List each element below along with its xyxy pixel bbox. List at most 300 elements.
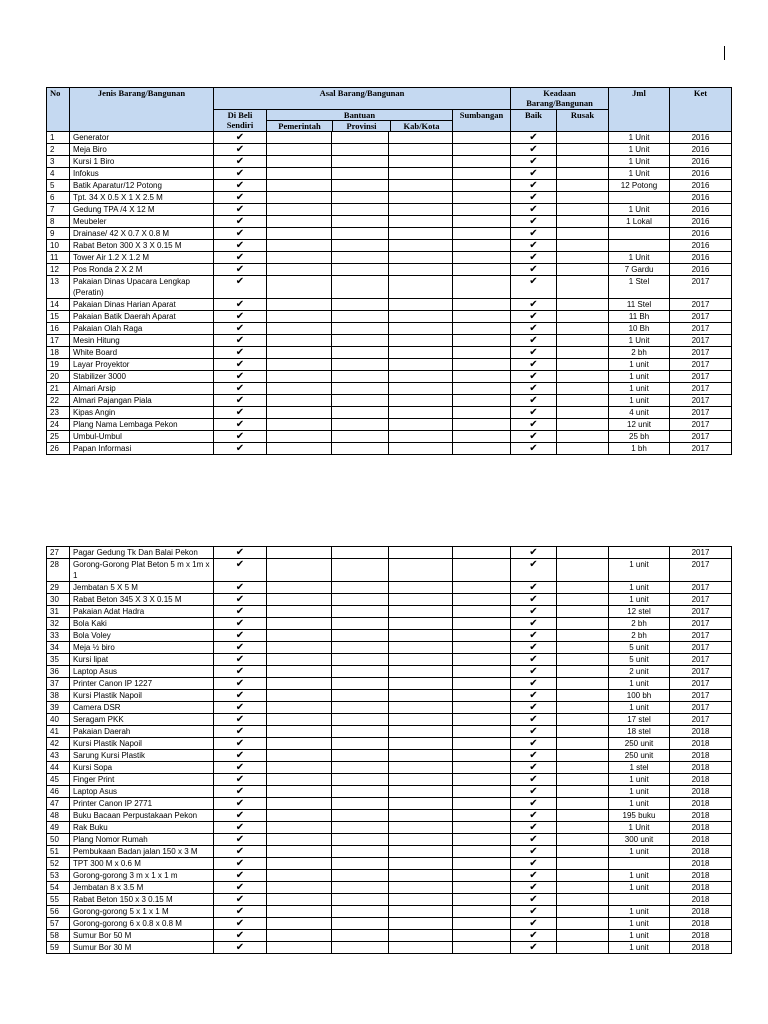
row-jml: 1 unit [609,930,670,942]
cell-sumbangan [453,822,511,834]
cell-pemerintah [267,407,332,419]
cell-rusak [557,822,609,834]
cell-rusak [557,750,609,762]
check-di-beli: ✔ [214,834,267,846]
cell-pemerintah [267,311,332,323]
row-jml: 1 unit [609,359,670,371]
cell-pemerintah [267,786,332,798]
cell-rusak [557,276,609,299]
row-item-name: Kursi lipat [70,654,214,666]
cell-provinsi [332,666,389,678]
row-item-name: Pakaian Adat Hadra [70,606,214,618]
check-di-beli: ✔ [214,642,267,654]
row-item-name: Drainase/ 42 X 0.7 X 0.8 M [70,228,214,240]
row-jml: 1 unit [609,882,670,894]
row-ket: 2017 [670,654,732,666]
cell-kab-kota [389,690,453,702]
cell-pemerintah [267,738,332,750]
table-row [47,582,732,594]
row-no: 33 [47,630,70,642]
row-ket: 2018 [670,750,732,762]
cell-provinsi [332,443,389,455]
cell-kab-kota [389,894,453,906]
table-row [47,383,732,395]
check-baik: ✔ [511,335,557,347]
cell-kab-kota [389,678,453,690]
cell-kab-kota [389,606,453,618]
check-di-beli: ✔ [214,311,267,323]
row-no: 34 [47,642,70,654]
cell-sumbangan [453,810,511,822]
row-no: 6 [47,192,70,204]
cell-provinsi [332,798,389,810]
row-no: 35 [47,654,70,666]
cell-pemerintah [267,192,332,204]
row-no: 26 [47,443,70,455]
header-ket: Ket [670,88,732,132]
cell-sumbangan [453,918,511,930]
cell-pemerintah [267,323,332,335]
row-no: 20 [47,371,70,383]
check-baik: ✔ [511,359,557,371]
header-di-beli: Di Beli Sendiri [214,110,267,132]
row-item-name: Laptop Asus [70,666,214,678]
cell-rusak [557,918,609,930]
check-baik: ✔ [511,204,557,216]
row-item-name: Stabilizer 3000 [70,371,214,383]
row-no: 43 [47,750,70,762]
row-ket: 2017 [670,311,732,323]
table-row [47,642,732,654]
cell-rusak [557,858,609,870]
row-no: 30 [47,594,70,606]
cell-kab-kota [389,858,453,870]
row-jml: 1 unit [609,371,670,383]
check-baik: ✔ [511,846,557,858]
row-jml: 1 unit [609,870,670,882]
cell-rusak [557,654,609,666]
row-no: 8 [47,216,70,228]
check-di-beli: ✔ [214,383,267,395]
row-jml: 25 bh [609,431,670,443]
cell-rusak [557,431,609,443]
check-baik: ✔ [511,395,557,407]
check-di-beli: ✔ [214,443,267,455]
row-no: 57 [47,918,70,930]
check-baik: ✔ [511,323,557,335]
check-baik: ✔ [511,882,557,894]
table-row [47,882,732,894]
row-no: 19 [47,359,70,371]
row-jml: 12 Potong [609,180,670,192]
cell-provinsi [332,906,389,918]
check-baik: ✔ [511,252,557,264]
check-baik: ✔ [511,858,557,870]
cell-rusak [557,395,609,407]
table-row [47,714,732,726]
row-jml [609,894,670,906]
check-di-beli: ✔ [214,618,267,630]
cell-pemerintah [267,894,332,906]
row-no: 45 [47,774,70,786]
check-di-beli: ✔ [214,762,267,774]
row-jml: 1 unit [609,678,670,690]
check-baik: ✔ [511,630,557,642]
cell-sumbangan [453,858,511,870]
cell-kab-kota [389,906,453,918]
row-ket: 2016 [670,180,732,192]
check-di-beli: ✔ [214,666,267,678]
cell-pemerintah [267,942,332,954]
row-no: 29 [47,582,70,594]
row-no: 25 [47,431,70,443]
cell-provinsi [332,371,389,383]
row-jml: 11 Bh [609,311,670,323]
check-baik: ✔ [511,906,557,918]
cell-pemerintah [267,666,332,678]
row-ket: 2017 [670,559,732,582]
check-baik: ✔ [511,443,557,455]
row-item-name: Sumur Bor 50 M [70,930,214,942]
cell-rusak [557,702,609,714]
text-cursor [724,46,725,60]
check-di-beli: ✔ [214,299,267,311]
cell-pemerintah [267,918,332,930]
cell-sumbangan [453,443,511,455]
check-baik: ✔ [511,714,557,726]
header-jml: Jml [609,88,670,132]
check-baik: ✔ [511,666,557,678]
cell-kab-kota [389,642,453,654]
row-ket: 2016 [670,156,732,168]
row-ket: 2018 [670,918,732,930]
cell-kab-kota [389,347,453,359]
cell-pemerintah [267,858,332,870]
row-ket: 2018 [670,870,732,882]
row-ket: 2018 [670,738,732,750]
row-item-name: Kursi Plastik Napoil [70,738,214,750]
row-item-name: Jembatan 8 x 3.5 M [70,882,214,894]
check-di-beli: ✔ [214,942,267,954]
cell-kab-kota [389,299,453,311]
header-kab-kota: Kab/Kota [403,121,440,131]
table-row [47,335,732,347]
row-no: 15 [47,311,70,323]
table-row [47,870,732,882]
cell-kab-kota [389,666,453,678]
table-2-body [47,547,732,954]
table-1-body [47,132,732,455]
cell-sumbangan [453,311,511,323]
row-jml: 1 Unit [609,168,670,180]
cell-rusak [557,630,609,642]
row-item-name: Generator [70,132,214,144]
table-row [47,156,732,168]
row-item-name: Sarung Kursi Plastik [70,750,214,762]
check-di-beli: ✔ [214,559,267,582]
cell-kab-kota [389,630,453,642]
row-ket: 2017 [670,335,732,347]
cell-sumbangan [453,431,511,443]
cell-sumbangan [453,942,511,954]
table-row [47,299,732,311]
cell-sumbangan [453,156,511,168]
cell-provinsi [332,654,389,666]
cell-rusak [557,443,609,455]
check-baik: ✔ [511,774,557,786]
cell-rusak [557,204,609,216]
cell-rusak [557,252,609,264]
check-di-beli: ✔ [214,894,267,906]
cell-sumbangan [453,738,511,750]
header-provinsi: Provinsi [333,121,391,131]
row-jml: 250 unit [609,738,670,750]
cell-rusak [557,810,609,822]
cell-rusak [557,299,609,311]
check-di-beli: ✔ [214,547,267,559]
row-item-name: Meja ½ biro [70,642,214,654]
row-item-name: Rabat Beton 300 X 3 X 0.15 M [70,240,214,252]
table-row [47,690,732,702]
row-ket: 2017 [670,594,732,606]
check-di-beli: ✔ [214,714,267,726]
cell-kab-kota [389,311,453,323]
row-jml: 10 Bh [609,323,670,335]
row-item-name: Infokus [70,168,214,180]
check-baik: ✔ [511,240,557,252]
row-jml: 1 unit [609,559,670,582]
table-row [47,666,732,678]
check-baik: ✔ [511,276,557,299]
row-ket: 2018 [670,930,732,942]
cell-provinsi [332,419,389,431]
row-no: 38 [47,690,70,702]
row-ket: 2018 [670,786,732,798]
row-ket: 2017 [670,690,732,702]
check-baik: ✔ [511,192,557,204]
cell-rusak [557,690,609,702]
cell-provinsi [332,750,389,762]
table-row [47,407,732,419]
row-jml: 2 bh [609,347,670,359]
cell-pemerintah [267,762,332,774]
row-ket: 2018 [670,858,732,870]
table-row [47,822,732,834]
cell-sumbangan [453,870,511,882]
row-ket: 2017 [670,419,732,431]
row-jml: 4 unit [609,407,670,419]
cell-kab-kota [389,395,453,407]
cell-provinsi [332,359,389,371]
cell-kab-kota [389,774,453,786]
cell-provinsi [332,618,389,630]
row-ket: 2017 [670,276,732,299]
cell-kab-kota [389,204,453,216]
check-baik: ✔ [511,594,557,606]
cell-pemerintah [267,930,332,942]
check-di-beli: ✔ [214,240,267,252]
table-row [47,594,732,606]
row-no: 17 [47,335,70,347]
cell-provinsi [332,276,389,299]
row-item-name: Layar Proyektor [70,359,214,371]
row-jml: 1 unit [609,395,670,407]
row-jml [609,228,670,240]
row-no: 36 [47,666,70,678]
row-no: 27 [47,547,70,559]
cell-provinsi [332,559,389,582]
cell-sumbangan [453,168,511,180]
cell-provinsi [332,264,389,276]
row-ket: 2017 [670,395,732,407]
cell-rusak [557,882,609,894]
row-no: 32 [47,618,70,630]
row-item-name: Laptop Asus [70,786,214,798]
table-row [47,774,732,786]
check-di-beli: ✔ [214,582,267,594]
row-item-name: TPT 300 M x 0.6 M [70,858,214,870]
check-baik: ✔ [511,311,557,323]
check-di-beli: ✔ [214,144,267,156]
cell-provinsi [332,918,389,930]
cell-provinsi [332,335,389,347]
cell-pemerintah [267,228,332,240]
cell-rusak [557,192,609,204]
cell-provinsi [332,594,389,606]
cell-sumbangan [453,180,511,192]
cell-rusak [557,144,609,156]
check-di-beli: ✔ [214,822,267,834]
inventory-table-2 [46,546,732,954]
row-item-name: Pakaian Daerah [70,726,214,738]
check-di-beli: ✔ [214,678,267,690]
row-item-name: Meubeler [70,216,214,228]
cell-sumbangan [453,335,511,347]
cell-provinsi [332,240,389,252]
cell-provinsi [332,822,389,834]
check-di-beli: ✔ [214,371,267,383]
row-ket: 2016 [670,144,732,156]
check-baik: ✔ [511,894,557,906]
cell-rusak [557,323,609,335]
cell-provinsi [332,132,389,144]
table-row [47,264,732,276]
cell-kab-kota [389,810,453,822]
cell-provinsi [332,738,389,750]
cell-provinsi [332,192,389,204]
cell-pemerintah [267,180,332,192]
cell-pemerintah [267,702,332,714]
cell-pemerintah [267,240,332,252]
header-rusak: Rusak [557,110,609,132]
row-jml: 1 Lokal [609,216,670,228]
cell-provinsi [332,942,389,954]
row-no: 53 [47,870,70,882]
check-baik: ✔ [511,582,557,594]
row-item-name: Kursi Plastik Napoil [70,690,214,702]
table-row [47,930,732,942]
cell-kab-kota [389,738,453,750]
header-keadaan: Keadaan Barang/Bangunan [511,88,609,110]
table-row [47,192,732,204]
check-di-beli: ✔ [214,252,267,264]
row-jml: 195 buku [609,810,670,822]
cell-sumbangan [453,690,511,702]
cell-kab-kota [389,180,453,192]
check-di-beli: ✔ [214,726,267,738]
check-di-beli: ✔ [214,204,267,216]
row-no: 22 [47,395,70,407]
row-jml: 1 unit [609,594,670,606]
check-di-beli: ✔ [214,395,267,407]
row-jml: 100 bh [609,690,670,702]
row-item-name: Kursi Sopa [70,762,214,774]
check-di-beli: ✔ [214,774,267,786]
cell-pemerintah [267,383,332,395]
row-ket: 2016 [670,216,732,228]
cell-sumbangan [453,240,511,252]
cell-kab-kota [389,834,453,846]
check-di-beli: ✔ [214,606,267,618]
cell-kab-kota [389,654,453,666]
row-jml: 1 stel [609,762,670,774]
cell-pemerintah [267,132,332,144]
check-baik: ✔ [511,431,557,443]
cell-kab-kota [389,216,453,228]
row-no: 24 [47,419,70,431]
row-no: 51 [47,846,70,858]
cell-pemerintah [267,870,332,882]
row-item-name: Umbul-Umbul [70,431,214,443]
table-row [47,942,732,954]
cell-provinsi [332,383,389,395]
cell-rusak [557,264,609,276]
row-jml: 2 bh [609,630,670,642]
cell-sumbangan [453,132,511,144]
cell-pemerintah [267,347,332,359]
row-item-name: Pakaian Dinas Upacara Lengkap (Peratin) [70,276,214,299]
row-item-name: Pagar Gedung Tk Dan Balai Pekon [70,547,214,559]
cell-provinsi [332,894,389,906]
check-baik: ✔ [511,264,557,276]
cell-pemerintah [267,726,332,738]
row-ket: 2017 [670,678,732,690]
check-di-beli: ✔ [214,846,267,858]
row-ket: 2018 [670,834,732,846]
check-baik: ✔ [511,798,557,810]
inventory-table-1 [46,87,732,455]
cell-provinsi [332,168,389,180]
row-item-name: Plang Nomor Rumah [70,834,214,846]
check-baik: ✔ [511,930,557,942]
check-di-beli: ✔ [214,750,267,762]
cell-sumbangan [453,144,511,156]
row-jml: 1 bh [609,443,670,455]
cell-pemerintah [267,443,332,455]
check-di-beli: ✔ [214,347,267,359]
check-di-beli: ✔ [214,882,267,894]
cell-pemerintah [267,630,332,642]
cell-provinsi [332,156,389,168]
row-ket: 2016 [670,204,732,216]
cell-kab-kota [389,419,453,431]
row-jml: 1 unit [609,846,670,858]
cell-provinsi [332,630,389,642]
cell-sumbangan [453,846,511,858]
row-ket: 2017 [670,642,732,654]
row-ket: 2016 [670,240,732,252]
header-baik: Baik [511,110,557,132]
